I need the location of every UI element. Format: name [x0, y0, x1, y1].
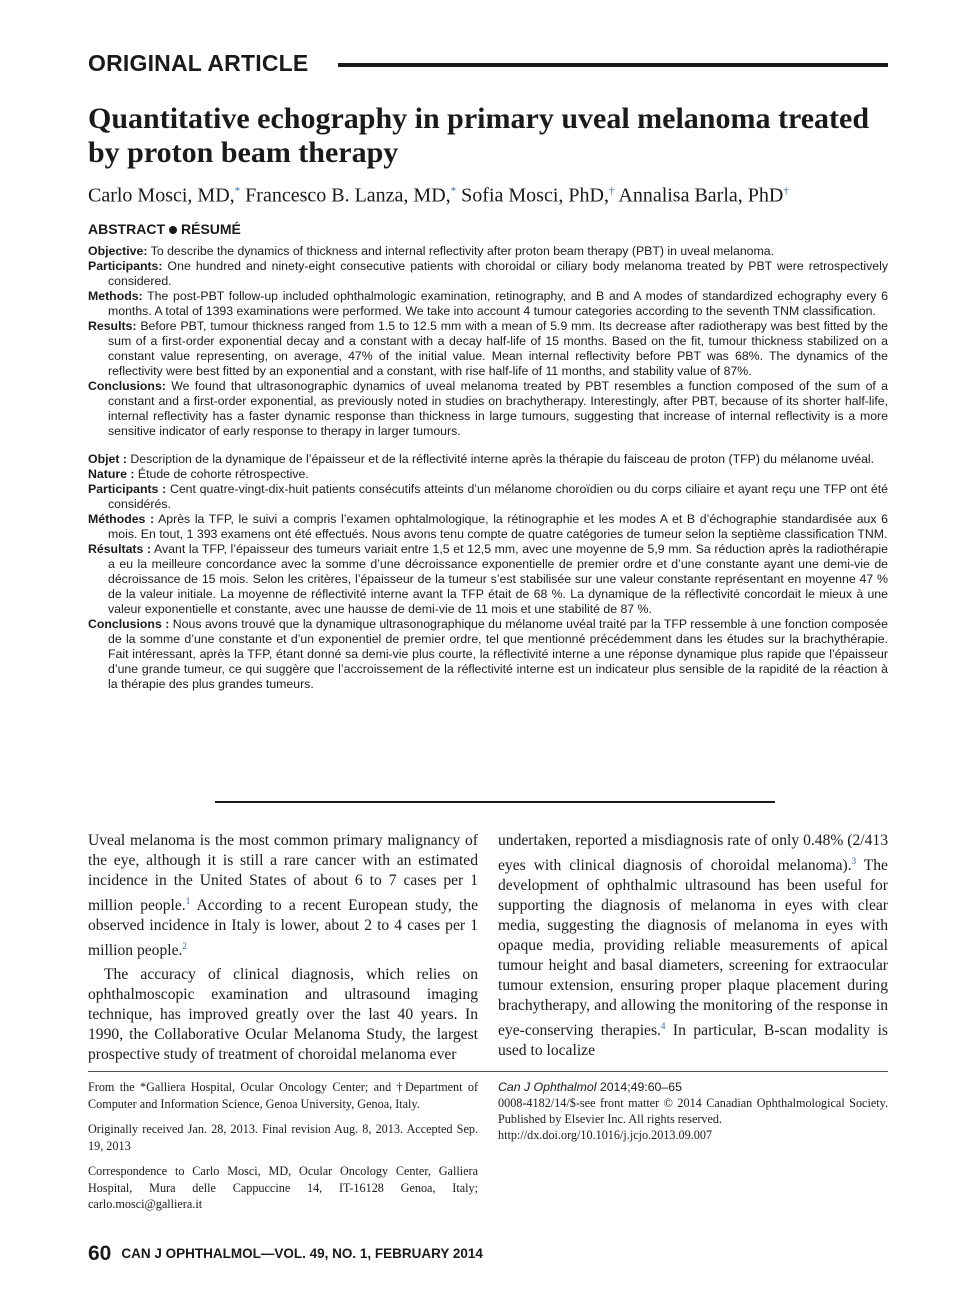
body-paragraph: The accuracy of clinical diagnosis, which relies on ophthalmoscopic examination and ultrasound imaging technique, has improved greatly over the last 40 years. In 1990, the Collaborative Ocular Melanoma Study, the largest prospective study of treatment of choroidal melanoma ever [88, 966, 478, 1064]
abstract-text: Cent quatre-vingt-dix-huit patients consécutifs atteints d’un mélanome choroïdien ou du corps ciliaire et ayant reçu une TFP ont été considérés. [108, 482, 889, 511]
abstract-label: Objet : [88, 452, 127, 466]
doi-link[interactable]: http://dx.doi.org/10.1016/j.jcjo.2013.09.007 [498, 1128, 713, 1142]
section-rule [338, 63, 888, 67]
abstract-item-participants [88, 259, 888, 289]
affiliation-note: From the *Galliera Hospital, Ocular Oncology Center; and †Department of Computer and Information Science, Genoa University, Genoa, Italy. [88, 1080, 478, 1111]
author-name: Carlo Mosci, MD, [88, 184, 235, 207]
journal-name: Can J Ophthalmol [498, 1080, 597, 1094]
body-paragraph [88, 831, 478, 961]
resume-item-nature [88, 467, 888, 482]
reference-link[interactable]: 3 [851, 856, 857, 866]
abstract-label: Methods: [88, 289, 143, 303]
abstract-heading [88, 221, 241, 237]
author-affiliation-mark: * [450, 185, 457, 197]
abstract-spacer [88, 439, 888, 452]
correspondence-note: Correspondence to Carlo Mosci, MD, Ocular Oncology Center, Galliera Hospital, Mura delle Cappuccine 14, IT-16128 Genoa, Italy; carlo.mosci@galliera.it [88, 1164, 478, 1211]
abstract-label: Participants : [88, 482, 167, 496]
abstract-text: One hundred and ninety-eight consecutive patients with choroidal or ciliary body melanoma treated by PBT were retrospectively considered. [108, 259, 889, 288]
resume-item-conclusions [88, 617, 888, 692]
abstract-heading-fr: RÉSUMÉ [181, 221, 241, 237]
abstract-label: Résultats : [88, 542, 152, 556]
journal-citation [498, 1079, 888, 1095]
journal-volume: 2014;49:60–65 [596, 1080, 682, 1094]
reference-link[interactable]: 4 [660, 1021, 666, 1032]
author-name: Annalisa Barla, PhD [618, 184, 784, 207]
abstract-label: Objective: [88, 244, 148, 258]
abstract-item-methods [88, 289, 888, 319]
reference-link[interactable]: 2 [182, 941, 187, 952]
abstract-text: Avant la TFP, l’épaisseur des tumeurs variait entre 1,5 et 12,5 mm, avec une moyenne de 5,9 mm. Sa réduction après la radiothérapie a eu la meilleure concordance avec la somme d’une décroissance exponentielle de premier ordre et d’une constante ayant une demi-vie de décroissance de 15 mois. Selon les critères, l’épaisseur de la tumeur s’est stabilisée sur une valeur constante représentant en moyenne 47 % de la valeur initiale. La moyenne de réflectivité interne avant la TFP était de 68 %. La dynamique de la réflectivité concordait le mieux à une valeur exponentielle et constante, avec une hausse de demi-vie de 11 mois et une stabilité de 87 %. [108, 542, 888, 616]
body-column-left [88, 831, 478, 1065]
abstract-label: Méthodes : [88, 512, 155, 526]
abstract-item-objective [88, 244, 888, 259]
body-paragraph [498, 831, 888, 1061]
reference-link[interactable]: 1 [185, 896, 191, 906]
footnote-divider [88, 1071, 888, 1072]
author-affiliation-mark: † [608, 185, 615, 197]
copyright-note: 0008-4182/14/$-see front matter © 2014 Canadian Ophthalmological Society. Published by Elsevier Inc. All rights reserved. [498, 1096, 888, 1126]
resume-item-resultats [88, 542, 888, 617]
body-text: undertaken, reported a misdiagnosis rate of only 0.48% (2/413 eyes with clinical diagnosis of choroidal melanoma). [498, 832, 888, 875]
resume-item-participants [88, 482, 888, 512]
body-text: In particular, B-scan modality is used to localize [498, 1022, 888, 1060]
abstract-label: Conclusions : [88, 617, 170, 631]
body-text: According to a recent European study, the observed incidence in Italy is lower, about 2 to 4 cases per 1 million people. [88, 897, 479, 960]
abstract-label: Results: [88, 319, 137, 333]
section-header [88, 50, 888, 80]
resume-item-objet [88, 452, 888, 467]
abstract-item-conclusions [88, 379, 888, 439]
footnotes-left [88, 1079, 478, 1222]
received-note: Originally received Jan. 28, 2013. Final revision Aug. 8, 2013. Accepted Sep. 19, 2013 [88, 1122, 478, 1153]
article-title: Quantitative echography in primary uveal melanoma treated by proton beam therapy [88, 102, 870, 169]
author-name: Sofia Mosci, PhD, [461, 184, 609, 207]
abstract-heading-en: ABSTRACT [88, 221, 165, 237]
abstract-item-results [88, 319, 888, 379]
body-text: Uveal melanoma is the most common primary malignancy of the eye, although it is still a rare cancer with an estimated incidence in the United States of about 6 to 7 cases per 1 million people. [88, 832, 478, 915]
author-name: Francesco B. Lanza, MD, [245, 184, 451, 207]
journal-running-title: CAN J OPHTHALMOL—VOL. 49, NO. 1, FEBRUARY 2014 [121, 1246, 483, 1261]
abstract-text: The post-PBT follow-up included ophthalmologic examination, retinography, and B and A modes of standardized echography every 6 months. A total of 1393 examinations were performed. We take into account 4 tumour categories according to the seventh TNM classification. [108, 289, 888, 318]
author-list [88, 178, 888, 209]
abstract-label: Nature : [88, 467, 135, 481]
running-footer [88, 1242, 483, 1266]
abstract-label: Conclusions: [88, 379, 166, 393]
abstract-text: Before PBT, tumour thickness ranged from 1.5 to 12.5 mm with a mean of 5.9 mm. Its decrease after radiotherapy was best fitted by the sum of a first-order exponential decay and a constant with a decay half-life of 15 months. Based on the fit, tumour thickness stabilized on a constant value representing, on average, 47% of the initial value. Mean internal reflectivity before PBT was 68%. The dynamics of the reflectivity were best fitted by an exponential and a constant, with rise half-life of 11 months, and stability value of 87%. [108, 319, 888, 378]
resume-item-methodes [88, 512, 888, 542]
author-affiliation-mark: * [234, 185, 241, 197]
body-text: The development of ophthalmic ultrasound has been useful for supporting the diagnosis of melanoma in eyes with clear media, suggesting the diagnosis of melanoma in eyes with opaque media, providing reliable measurements of apical tumour height and basal diameters, screening for extraocular tumour extension, ensuring proper plaque placement during brachytherapy, and allowing the monitoring of the response in eye-conserving therapies. [498, 857, 888, 1040]
footnotes-right [498, 1079, 888, 1143]
abstract-text: To describe the dynamics of thickness and internal reflectivity after proton beam therapy (PBT) in uveal melanoma. [150, 244, 775, 258]
abstract-text: Après la TFP, le suivi a compris l’examen ophtalmologique, la rétinographie et les modes A et B d’échographie standardisée aux 6 mois. En tout, 1 393 examens ont été effectués. Nous avons tenu compte de quatre catégories de tumeur selon la septième classification TNM. [108, 512, 888, 541]
bullet-icon [169, 226, 177, 234]
abstract-text: Nous avons trouvé que la dynamique ultrasonographique du mélanome uvéal traité par la TFP ressemble à une fonction composée de la somme d’une constante et d’un exponentiel de premier ordre, tel que mentionné précédemment dans les études sur la brachythérapie. Fait intéressant, après la TFP, étant donné sa demi-vie plus courte, la réflectivité interne a une réponse dynamique plus rapide que l’épaisseur d’une grande tumeur, ce qui suggère que l’accroissement de la réflectivité interne est un indicateur plus sensible de la rapidité de la réaction à la thérapie des plus grandes tumeurs. [108, 617, 888, 691]
abstract-label: Participants: [88, 259, 163, 273]
abstract-text: Description de la dynamique de l’épaisseur et de la réflectivité interne après la thérapie du faisceau de proton (TFP) du mélanome uvéal. [130, 452, 875, 466]
abstract-text: Étude de cohorte rétrospective. [137, 467, 309, 481]
page-number: 60 [88, 1242, 112, 1265]
author-affiliation-mark: † [783, 185, 789, 197]
section-label: ORIGINAL ARTICLE [88, 50, 309, 76]
abstract [88, 244, 888, 692]
abstract-text: We found that ultrasonographic dynamics of uveal melanoma treated by PBT resembles a function composed of the sum of a constant and a first-order exponential, as previously noted in studies on brachytherapy. Interestingly, after PBT, because of its shorter half-life, internal reflectivity has a faster dynamic response than thickness in large tumours, suggesting that increase of internal reflectivity is a more sensitive indicator of early response to therapy in larger tumours. [108, 379, 888, 438]
abstract-divider [215, 801, 775, 803]
body-column-right [498, 831, 888, 1061]
